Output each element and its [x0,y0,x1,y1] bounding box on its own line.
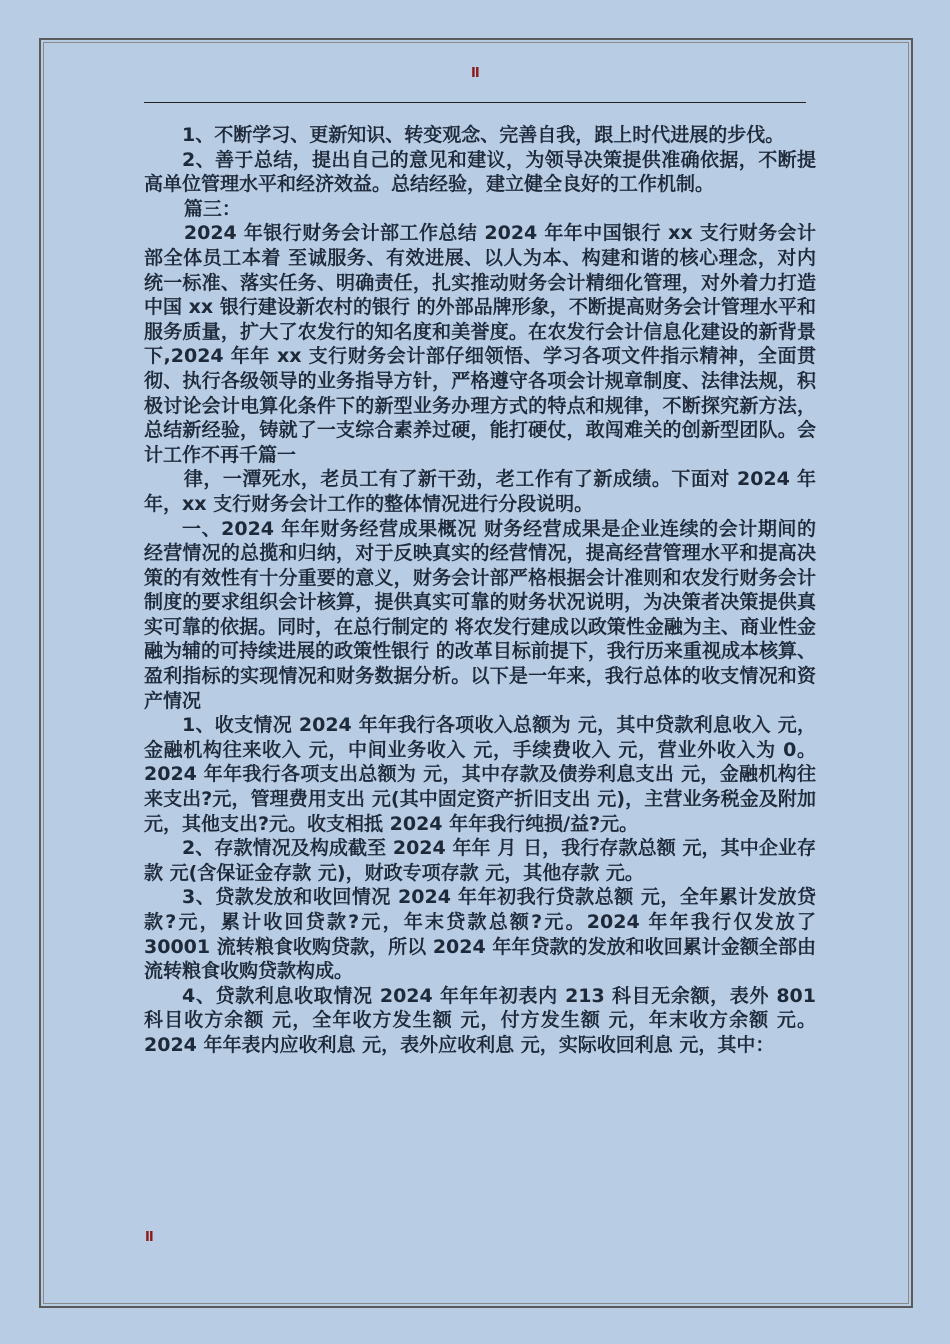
paragraph-point-2: 2、善于总结，提出自己的意见和建议，为领导决策提供准确依据，不断提高单位管理水平和经济效益。总结经验，建立健全良好的工作机制。 [144,148,816,196]
paragraph-income-expense: 1、收支情况 2024 年年我行各项收入总额为 元，其中贷款利息收入 元，金融机构往来收入 元，中间业务收入 元，手续费收入 元，营业外收入为 0。2024 年年我行各项支出总额为 元，其中存款及债券利息支出 元，金融机构往来支出?元，管理费用支出 元(其中固定资产折旧支出 元)，主营业务税金及附加 元，其他支出?元。收支相抵 2024 年年我行纯损/益?元。 [144,714,816,835]
header-rule [144,102,806,103]
paragraph-interest: 4、贷款利息收取情况 2024 年年年初表内 213 科目无余额，表外 801 科目收方余额 元，全年收方发生额 元，付方发生额 元，年末收方余额 元。2024 年年表内应收利息 元，表外应收利息 元，实际收回利息 元，其中： [144,984,816,1056]
paragraph-section-one: 一、2024 年年财务经营成果概况 财务经营成果是企业连续的会计期间的经营情况的总揽和归纳，对于反映真实的经营情况，提高经营管理水平和提高决策的有效性有十分重要的意义，财务会计部严格根据会计准则和农发行财务会计制度的要求组织会计核算，提供真实可靠的财务状况说明，为决策者决策提供真实可靠的依据。同时，在总行制定的 将农发行建成以政策性金融为主、商业性金融为辅的可持续进展的政策性银行 的改革目标前提下，我行历来重视成本核算、盈利指标的实现情况和财务数据分析。以下是一年来，我行总体的收支情况和资产情况 [144,517,816,712]
paragraph-summary-intro: 2024 年银行财务会计部工作总结 2024 年年中国银行 xx 支行财务会计部全体员工本着 至诚服务、有效进展、以人为本、构建和谐的核心理念，对内 统一标准、落实任务、明确责任，扎实推动财务会计精细化管理，对外着力打造 中国 xx 银行建设新农村的银行 的外部品牌形象，不断提高财务会计管理水平和服务质量，扩大了农发行的知名度和美誉度。在农发行会计信息化建设的新背景下,2024 年年 xx 支行财务会计部仔细领悟、学习各项文件指示精神，全面贯彻、执行各级领导的业务指导方针，严格遵守各项会计规章制度、法律法规，积极讨论会计电算化条件下的新型业务办理方式的特点和规律，不断探究新方法，总结新经验，铸就了一支综合素养过硬，能打硬仗，敢闯难关的创新型团队。会计工作不再千篇一 [144,222,816,466]
header-mark: II [471,66,479,81]
paragraph-point-1: 1、不断学习、更新知识、转变观念、完善自我，跟上时代进展的步伐。 [182,124,785,146]
footer-mark: II [145,1230,153,1245]
paragraph-deposits: 2、存款情况及构成截至 2024 年年 月 日，我行存款总额 元，其中企业存款 元(含保证金存款 元)，财政专项存款 元，其他存款 元。 [144,837,816,884]
paragraph-summary-continued: 律，一潭死水，老员工有了新干劲，老工作有了新成绩。下面对 2024 年年，xx 支行财务会计工作的整体情况进行分段说明。 [144,468,816,515]
paragraph-loans: 3、贷款发放和收回情况 2024 年年初我行贷款总额 元，全年累计发放贷款?元，累计收回贷款?元，年末贷款总额?元。2024 年年我行仅发放了 30001 流转粮食收购贷款，所以 2024 年年贷款的发放和收回累计金额全部由流转粮食收购贷款构成。 [144,886,816,983]
section-heading: 篇三： [183,197,241,220]
document-body [144,123,816,1058]
